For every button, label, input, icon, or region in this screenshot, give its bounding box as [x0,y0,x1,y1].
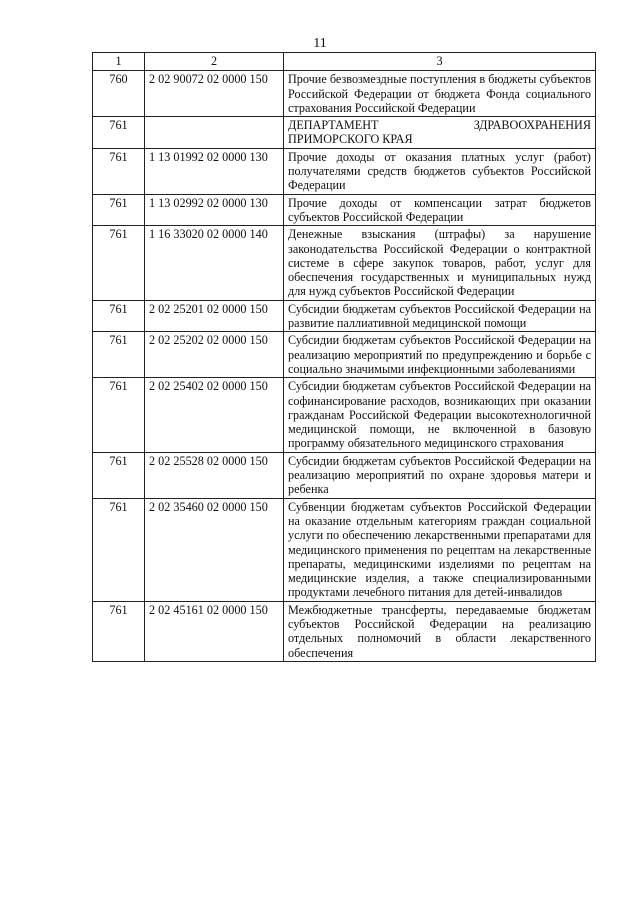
revenue-code-cell: 1 13 01992 02 0000 130 [145,148,284,194]
revenue-code-cell [145,117,284,149]
administrator-code-cell: 761 [93,452,145,498]
table-row [93,71,596,117]
table-row [93,117,596,149]
table-header-row [93,53,596,71]
revenue-code-cell: 2 02 45161 02 0000 150 [145,601,284,661]
description-cell: Прочие доходы от оказания платных услуг (работ) получателями средств бюджетов субъектов Российской Федерации [284,148,596,194]
description-cell: Субсидии бюджетам субъектов Российской Федерации на реализацию мероприятий по предупреждению и борьбе с социально значимыми инфекционными заболеваниями [284,332,596,378]
administrator-code-cell: 761 [93,226,145,300]
table-row [93,498,596,601]
table-row [93,194,596,226]
administrator-code-cell: 761 [93,300,145,332]
description-cell: Субвенции бюджетам субъектов Российской Федерации на оказание отдельным категориям граждан социальной услуги по обеспечению лекарственными препаратами для медицинского применения по рецептам на лекарственные препараты, медицинскими изделиями по рецептам на медицинские изделия, а также специализированными продуктами лечебного питания для детей-инвалидов [284,498,596,601]
description-cell: Субсидии бюджетам субъектов Российской Федерации на реализацию мероприятий по охране здоровья матери и ребенка [284,452,596,498]
description-cell: Межбюджетные трансферты, передаваемые бюджетам субъектов Российской Федерации на реализацию отдельных полномочий в области лекарственного обеспечения [284,601,596,661]
administrator-code-cell: 761 [93,601,145,661]
table-row [93,300,596,332]
revenue-code-cell: 2 02 25402 02 0000 150 [145,378,284,452]
description-cell: Денежные взыскания (штрафы) за нарушение законодательства Российской Федерации о контрактной системе в сфере закупок товаров, работ, услуг для обеспечения государственных и муниципальных нужд для нужд субъектов Российской Федерации [284,226,596,300]
administrator-code-cell: 761 [93,117,145,149]
page-number: 11 [313,36,327,51]
description-cell: Субсидии бюджетам субъектов Российской Федерации на развитие паллиативной медицинской помощи [284,300,596,332]
revenue-code-cell: 1 16 33020 02 0000 140 [145,226,284,300]
table-row [93,332,596,378]
table-row [93,601,596,661]
description-cell: Прочие безвозмездные поступления в бюджеты субъектов Российской Федерации от бюджета Фонда социального страхования Российской Федерации [284,71,596,117]
revenue-code-cell: 2 02 35460 02 0000 150 [145,498,284,601]
revenue-code-cell: 2 02 25202 02 0000 150 [145,332,284,378]
revenue-code-cell: 2 02 25528 02 0000 150 [145,452,284,498]
department-heading-cell: ДЕПАРТАМЕНТ ЗДРАВООХРАНЕНИЯ ПРИМОРСКОГО КРАЯ [284,117,596,149]
administrator-code-cell: 761 [93,378,145,452]
table-row [93,452,596,498]
administrator-code-cell: 761 [93,498,145,601]
description-cell: Прочие доходы от компенсации затрат бюджетов субъектов Российской Федерации [284,194,596,226]
administrator-code-cell: 761 [93,194,145,226]
administrator-code-cell: 761 [93,148,145,194]
column-header-1: 1 [93,53,145,71]
administrator-code-cell: 761 [93,332,145,378]
table-row [93,148,596,194]
table-row [93,378,596,452]
revenue-code-cell: 1 13 02992 02 0000 130 [145,194,284,226]
revenue-code-cell: 2 02 90072 02 0000 150 [145,71,284,117]
column-header-2: 2 [145,53,284,71]
budget-classification-table [92,52,596,662]
table-row [93,226,596,300]
revenue-code-cell: 2 02 25201 02 0000 150 [145,300,284,332]
description-cell: Субсидии бюджетам субъектов Российской Федерации на софинансирование расходов, возникающих при оказании гражданам Российской Федерации высокотехнологичной медицинской помощи, не включенной в базовую программу обязательного медицинского страхования [284,378,596,452]
column-header-3: 3 [284,53,596,71]
administrator-code-cell: 760 [93,71,145,117]
